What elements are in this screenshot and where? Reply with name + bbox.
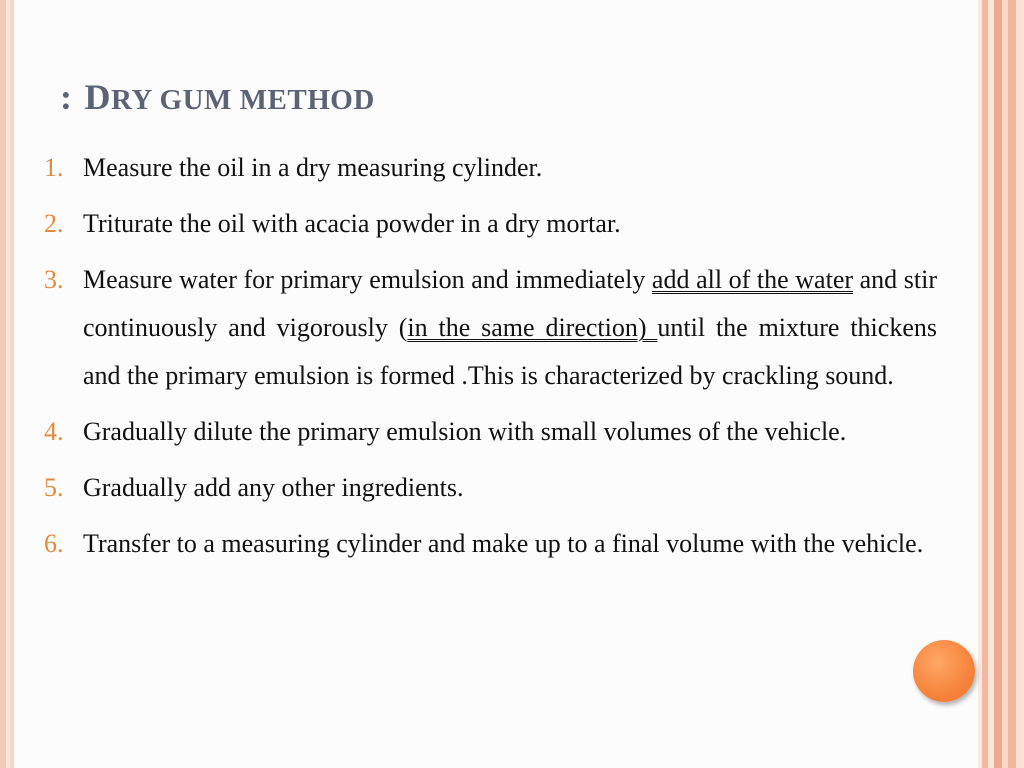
title-first-letter: D [84,77,111,117]
step-item [40,256,937,400]
step-text [83,144,937,192]
underlined-phrase: add all of the water [651,265,854,294]
step-text [83,520,937,568]
step-text [83,200,937,248]
step-number: 2. [44,209,64,238]
text-segment: Gradually add any other ingredients. [83,473,464,502]
right-decorative-stripes [978,0,1024,768]
step-item [40,464,937,512]
step-number: 1. [44,153,64,182]
steps-list [40,144,937,576]
step-text [83,464,937,512]
text-segment: until the mixture thickens and the primary emulsion is formed .This is characterized by crackling sound. [83,313,937,390]
text-segment: Transfer to a measuring cylinder and make up to a final volume with the vehicle. [83,529,924,558]
text-segment: Gradually dilute the primary emulsion with small volumes of the vehicle. [83,417,847,446]
step-text [83,256,937,400]
step-number: 3. [44,265,64,294]
next-slide-circle-button[interactable] [913,640,975,702]
text-segment: Measure water for primary emulsion and immediately [83,265,652,294]
title-colon: : [60,77,73,117]
step-text [83,408,937,456]
text-segment: Triturate the oil with acacia powder in a dry mortar. [83,209,621,238]
text-segment: and stir continuously and vigorously ( [83,265,937,342]
underlined-phrase: in the same direction) [407,313,658,342]
step-number: 6. [44,529,64,558]
text-segment: Measure the oil in a dry measuring cylinder. [83,153,543,182]
title-rest: RY GUM METHOD [111,84,375,116]
step-number: 5. [44,473,64,502]
step-item [40,408,937,456]
step-number: 4. [44,417,64,446]
left-decorative-bar [0,0,14,768]
step-item [40,200,937,248]
step-item [40,144,937,192]
slide-title [60,76,375,118]
step-item [40,520,937,568]
